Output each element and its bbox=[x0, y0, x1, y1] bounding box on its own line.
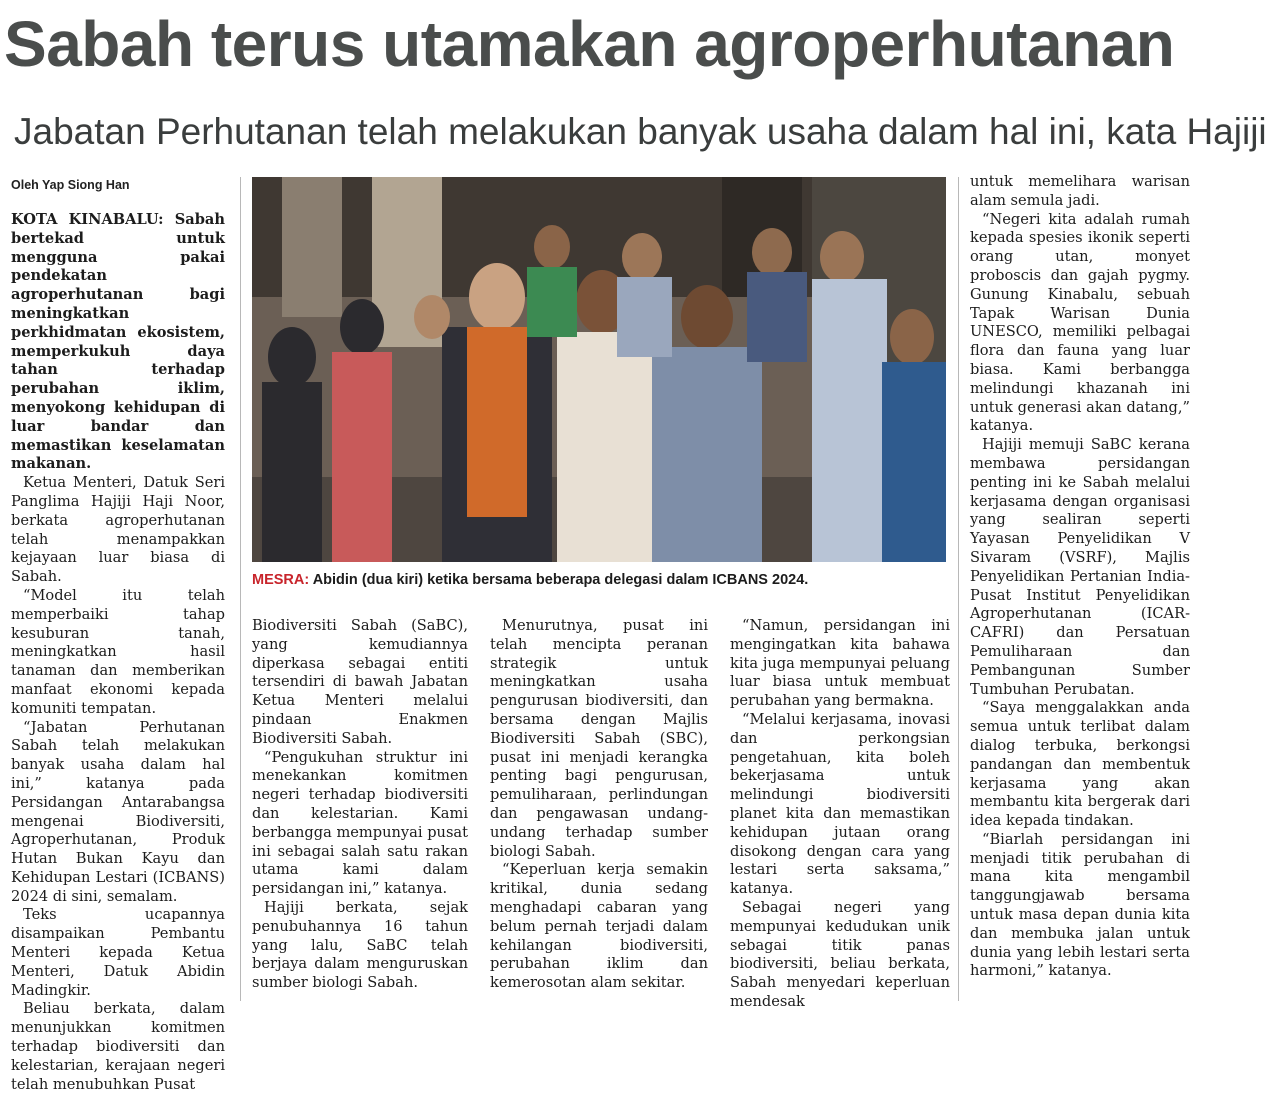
paragraph: Sebagai negeri yang mempunyai kedudukan unik sebagai titik panas biodiversiti, beliau berkata, Sabah menyedari keperluan mendesak bbox=[730, 898, 950, 1010]
lead-place: KOTA KINABALU: bbox=[11, 211, 164, 228]
paragraph: Biodiversiti Sabah (SaBC), yang kemudiannya diperkasa sebagai entiti tersendiri di bawah Jabatan Ketua Menteri melalui pindaan Enakmen Biodiversiti Sabah. bbox=[252, 617, 468, 747]
article-column-4 bbox=[730, 617, 950, 1010]
caption-text: Abidin (dua kiri) ketika bersama beberapa delegasi dalam ICBANS 2024. bbox=[309, 572, 809, 588]
paragraph: “Namun, persidangan ini mengingatkan kita bahawa kita juga mempunyai peluang luar biasa untuk membuat perubahan yang bermakna. bbox=[730, 617, 950, 710]
paragraph: Hajiji memuji SaBC kerana membawa persidangan penting ini ke Sabah melalui kerjasama dengan organisasi yang sealiran seperti Yayasan Penyelidikan V Sivaram (VSRF), Majlis Penyelidikan Pertanian India-Pusat Institut Penyelidikan Agroperhutanan (ICAR-CAFRI) dan Persatuan Pemuliharaan dan Pembangunan Sumber Tumbuhan Perubatan. bbox=[970, 436, 1190, 698]
paragraph: “Pengukuhan struktur ini menekankan komitmen negeri terhadap biodiversiti dan kelestarian. Kami berbangga mempunyai pusat ini sebagai salah satu rakan utama kami dalam persidangan ini,” katanya. bbox=[252, 748, 468, 898]
caption-tag: MESRA: bbox=[252, 572, 310, 588]
headline: Sabah terus utamakan agroperhutanan bbox=[4, 8, 1175, 80]
article-column-1 bbox=[11, 211, 225, 1093]
article-column-2 bbox=[252, 617, 468, 1001]
column-divider bbox=[958, 177, 959, 1001]
paragraph: untuk memelihara warisan alam semula jadi. bbox=[970, 173, 1190, 209]
paragraph: “Keperluan kerja semakin kritikal, dunia sedang menghadapi cabaran yang belum pernah terjadi dalam kehilangan biodiversiti, perubahan iklim dan kemerosotan alam sekitar. bbox=[490, 861, 708, 992]
article-column-3 bbox=[490, 617, 708, 1001]
lead-text: Sabah bertekad untuk mengguna pakai pendekatan agroperhutanan bagi meningkatkan perkhidmatan ekosistem, memperkukuh daya tahan terhadap perubahan iklim, menyokong kehidupan di luar bandar dan memastikan keselamatan makanan. bbox=[11, 211, 225, 473]
paragraph: Beliau berkata, dalam menunjukkan komitmen terhadap biodiversiti dan kelestarian, kerajaan negeri telah menubuhkan Pusat bbox=[11, 1000, 225, 1093]
paragraph: “Biarlah persidangan ini menjadi titik perubahan di mana kita mengambil tanggungjawab bersama untuk masa depan dunia kita dan membuka jalan untuk dunia yang lebih lestari serta harmoni,” katanya. bbox=[970, 830, 1190, 980]
column-divider bbox=[240, 177, 241, 1001]
paragraph: Hajiji berkata, sejak penubuhannya 16 tahun yang lalu, SaBC telah berjaya dalam menguruskan sumber biologi Sabah. bbox=[252, 898, 468, 992]
paragraph: “Jabatan Perhutanan Sabah telah melakukan banyak usaha dalam hal ini,” katanya pada Persidangan Antarabangsa mengenai Biodiversiti, Agroperhutanan, Produk Hutan Bukan Kayu dan Kehidupan Lestari (ICBANS) 2024 di sini, semalam. bbox=[11, 718, 225, 905]
photo-caption bbox=[252, 572, 946, 588]
subheadline: Jabatan Perhutanan telah melakukan banyak usaha dalam hal ini, kata Hajiji bbox=[14, 111, 1267, 152]
paragraph: “Model itu telah memperbaiki tahap kesuburan tanah, meningkatkan hasil tanaman dan memberikan manfaat ekonomi kepada komuniti tempatan. bbox=[11, 586, 225, 717]
article-column-5 bbox=[970, 173, 1190, 1001]
photo-illustration bbox=[252, 177, 946, 562]
byline: Oleh Yap Siong Han bbox=[11, 178, 130, 192]
paragraph: “Saya menggalakkan anda semua untuk terlibat dalam dialog terbuka, berkongsi pandangan dan membentuk kerjasama yang akan membantu kita bergerak dari idea kepada tindakan. bbox=[970, 699, 1190, 830]
paragraph: Menurutnya, pusat ini telah mencipta peranan strategik untuk meningkatkan usaha pengurusan biodiversiti, dan bersama dengan Majlis Biodiversiti Sabah (SBC), pusat ini menjadi kerangka penting bagi pengurusan, pemuliharaan, perlindungan dan pengawasan undang-undang terhadap sumber biologi Sabah. bbox=[490, 617, 708, 860]
paragraph: “Melalui kerjasama, inovasi dan perkongsian pengetahuan, kita boleh bekerjasama untuk melindungi biodiversiti planet kita dan memastikan kehidupan jutaan orang disokong dengan cara yang lestari serta saksama,” katanya. bbox=[730, 710, 950, 898]
news-photo bbox=[252, 177, 946, 562]
paragraph: Teks ucapannya disampaikan Pembantu Menteri kepada Ketua Menteri, Datuk Abidin Madingkir. bbox=[11, 906, 225, 999]
paragraph: Ketua Menteri, Datuk Seri Panglima Hajiji Haji Noor, berkata agroperhutanan telah menampakkan kejayaan luar biasa di Sabah. bbox=[11, 474, 225, 586]
paragraph: “Negeri kita adalah rumah kepada spesies ikonik seperti orang utan, monyet proboscis dan gajah pygmy. Gunung Kinabalu, sebuah Tapak Warisan Dunia UNESCO, memiliki pelbagai flora dan fauna yang luar biasa. Kami berbangga melindungi khazanah ini untuk generasi akan datang,” katanya. bbox=[970, 210, 1190, 435]
lead-paragraph bbox=[11, 211, 225, 474]
